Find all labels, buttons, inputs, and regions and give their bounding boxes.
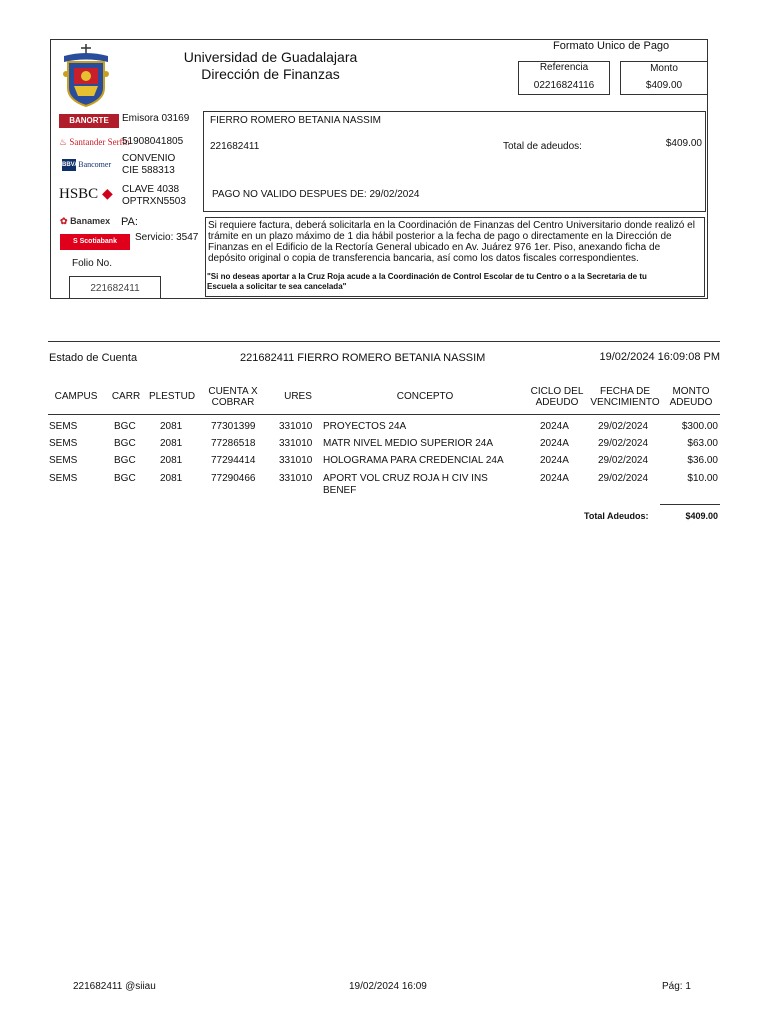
total-adeudos-label: Total de adeudos: — [503, 141, 582, 152]
table-row — [0, 473, 768, 501]
cell-cuenta: 77290466 — [211, 473, 256, 484]
col-ures: URES — [284, 391, 312, 402]
bancomer-logo — [62, 159, 111, 171]
cell-plestud: 2081 — [160, 455, 183, 466]
monto-value: $409.00 — [645, 80, 683, 91]
cell-plestud: 2081 — [160, 473, 183, 484]
factura-line-1: Si requiere factura, deberá solicitarla en la Coordinación de Finanzas del Centro Universitario donde realizó el — [208, 220, 695, 231]
scotiabank-logo — [60, 234, 130, 250]
col-carr: CARR — [111, 391, 141, 402]
cell-cuenta: 77286518 — [211, 438, 256, 449]
university-name: Universidad de Guadalajara — [183, 49, 358, 65]
cell-cuenta: 77294414 — [211, 455, 256, 466]
factura-line-3: Finanzas en el Edificio de la Rectoría General ubicado en Av. Juárez 976 1er. Piso, anexando ficha de — [208, 242, 661, 253]
col-campus: CAMPUS — [54, 391, 98, 402]
cell-ciclo: 2024A — [540, 455, 569, 466]
hsbc-logo-text: HSBC — [59, 186, 99, 202]
table-row — [0, 438, 768, 454]
cruz-roja-line-1: "Si no deseas aportar a la Cruz Roja acude a la Coordinación de Control Escolar de tu Centro o a la Secretaria de tu — [207, 272, 647, 281]
table-row — [0, 455, 768, 471]
crest-icon — [60, 44, 112, 108]
referencia-value: 02216824116 — [533, 80, 595, 91]
statement-divider — [48, 341, 720, 342]
university-crest — [60, 44, 112, 108]
banorte-logo — [59, 114, 119, 128]
folio-value: 221682411 — [90, 283, 140, 294]
header-underline — [48, 414, 720, 415]
col-ciclo — [528, 386, 586, 408]
cell-carr: BGC — [114, 438, 136, 449]
folio-label: Folio No. — [72, 258, 113, 269]
banamex-icon: ✿ — [60, 216, 68, 226]
santander-account: 51908041805 — [122, 136, 184, 147]
payment-deadline: PAGO NO VALIDO DESPUES DE: 29/02/2024 — [212, 189, 420, 200]
cell-concepto: MATR NIVEL MEDIO SUPERIOR 24A — [323, 438, 494, 449]
table-row — [0, 421, 768, 437]
cruz-roja-note — [207, 272, 704, 292]
cell-fecha: 29/02/2024 — [598, 455, 649, 466]
scotiabank-s-icon: S — [73, 238, 78, 245]
santander-logo — [59, 137, 130, 148]
total-line — [660, 504, 720, 505]
cell-carr: BGC — [114, 421, 136, 432]
cell-carr: BGC — [114, 473, 136, 484]
footer-date: 19/02/2024 16:09 — [349, 981, 427, 992]
col-fecha-line-1: FECHA DE — [599, 386, 650, 397]
scotiabank-servicio: Servicio: 3547 — [135, 232, 199, 243]
bancomer-convenio: CONVENIO — [122, 153, 176, 164]
cell-ures: 331010 — [279, 438, 313, 449]
statement-total-value: $409.00 — [685, 511, 718, 521]
cell-monto: $300.00 — [681, 421, 718, 432]
footer-page: Pág: 1 — [662, 981, 691, 992]
col-fecha — [588, 386, 662, 408]
cell-ciclo: 2024A — [540, 421, 569, 432]
col-ciclo-line-1: CICLO DEL — [530, 386, 584, 397]
banamex-logo — [60, 216, 110, 227]
hsbc-hexagon-icon: ◆ — [101, 187, 113, 202]
santander-flame-icon: ♨ — [59, 137, 68, 147]
cell-fecha: 29/02/2024 — [598, 421, 649, 432]
banamex-pa: PA: — [121, 216, 138, 228]
factura-line-4: depósito original o copia de transferencia bancaria, así como los datos fiscales correspondientes. — [208, 253, 639, 264]
col-monto — [664, 386, 718, 408]
santander-logo-text: Santander Serfin — [69, 137, 130, 147]
total-adeudos-value: $409.00 — [665, 138, 702, 149]
cell-ciclo: 2024A — [540, 438, 569, 449]
bancomer-cie: CIE 588313 — [122, 165, 175, 176]
cell-ciclo: 2024A — [540, 473, 569, 484]
format-title: Formato Unico de Pago — [553, 40, 670, 52]
bancomer-square-icon: BBVA — [62, 159, 76, 171]
footer-user: 221682411 @siiau — [73, 981, 156, 992]
cell-ures: 331010 — [279, 421, 313, 432]
cell-campus: SEMS — [49, 438, 78, 449]
cell-ures: 331010 — [279, 455, 313, 466]
cell-ures: 331010 — [279, 473, 313, 484]
col-monto-line-1: MONTO — [672, 386, 710, 397]
student-name: FIERRO ROMERO BETANIA NASSIM — [210, 115, 381, 126]
col-plestud: PLESTUD — [148, 391, 196, 402]
col-cuenta-line-2: COBRAR — [211, 397, 255, 408]
cell-campus: SEMS — [49, 473, 78, 484]
hsbc-logo — [59, 186, 113, 203]
cell-monto: $63.00 — [687, 438, 718, 449]
student-code: 221682411 — [210, 141, 260, 152]
cruz-roja-line-2: Escuela a solicitar te sea cancelada" — [207, 282, 347, 291]
col-cuenta — [200, 386, 266, 408]
cell-carr: BGC — [114, 455, 136, 466]
cell-plestud: 2081 — [160, 438, 183, 449]
referencia-label: Referencia — [539, 62, 589, 73]
col-ciclo-line-2: ADEUDO — [535, 397, 579, 408]
col-concepto: CONCEPTO — [396, 391, 454, 402]
statement-title: Estado de Cuenta — [49, 352, 138, 364]
col-monto-line-2: ADEUDO — [669, 397, 713, 408]
department-name: Dirección de Finanzas — [201, 66, 340, 82]
cell-monto: $36.00 — [687, 455, 718, 466]
banorte-logo-text: BANORTE — [69, 116, 109, 125]
factura-line-2: trámite en un plazo máximo de 1 dia hábil posterior a la fecha de pago o directamente en la Dirección de — [208, 231, 672, 242]
col-fecha-line-2: VENCIMIENTO — [590, 397, 660, 408]
col-cuenta-line-1: CUENTA X — [208, 386, 258, 397]
factura-note — [208, 220, 704, 264]
cell-concepto: APORT VOL CRUZ ROJA H CIV INS — [323, 473, 488, 484]
cell-monto: $10.00 — [687, 473, 718, 484]
cell-concepto-line-2: BENEF — [323, 485, 357, 496]
scotiabank-logo-text: Scotiabank — [79, 238, 117, 245]
hsbc-clave: CLAVE 4038 — [122, 184, 180, 195]
cell-plestud: 2081 — [160, 421, 183, 432]
cell-campus: SEMS — [49, 421, 78, 432]
hsbc-optrxn: OPTRXN5503 — [122, 196, 186, 207]
cell-concepto: HOLOGRAMA PARA CREDENCIAL 24A — [323, 455, 504, 466]
statement-datetime: 19/02/2024 16:09:08 PM — [599, 351, 720, 363]
bancomer-logo-text: Bancomer — [78, 160, 112, 170]
monto-label: Monto — [650, 63, 678, 74]
statement-total-label: Total Adeudos: — [584, 511, 649, 521]
banamex-logo-text: Banamex — [70, 216, 111, 226]
banorte-emisora: Emisora 03169 — [122, 113, 190, 124]
cell-cuenta: 77301399 — [211, 421, 256, 432]
cell-fecha: 29/02/2024 — [598, 473, 649, 484]
cell-fecha: 29/02/2024 — [598, 438, 649, 449]
cell-campus: SEMS — [49, 455, 78, 466]
statement-student: 221682411 FIERRO ROMERO BETANIA NASSIM — [240, 352, 486, 364]
cell-concepto: PROYECTOS 24A — [323, 421, 407, 432]
